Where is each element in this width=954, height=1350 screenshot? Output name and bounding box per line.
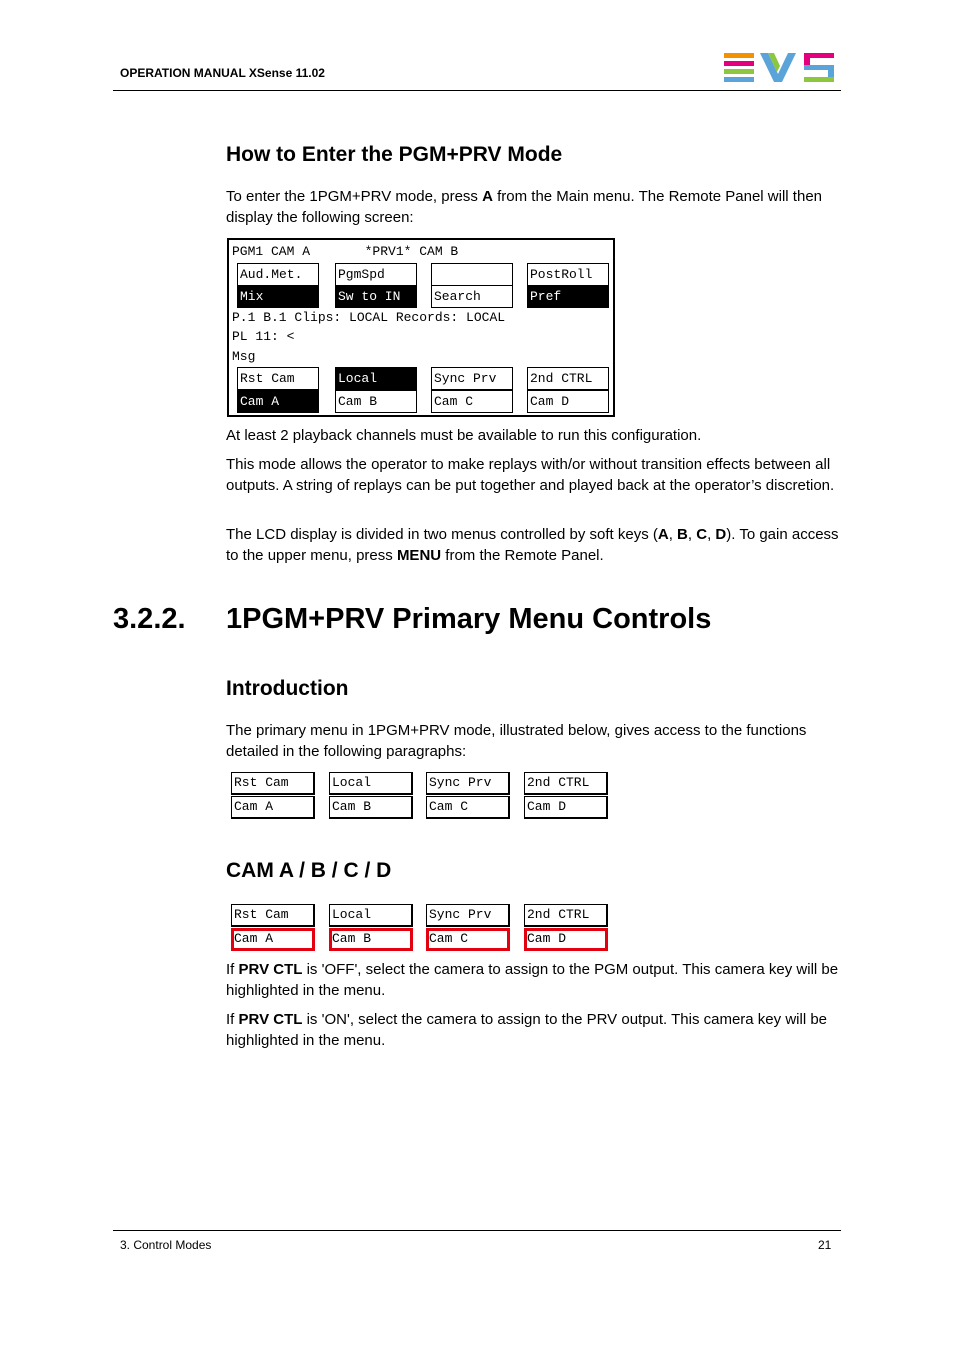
section-title: 1PGM+PRV Primary Menu Controls [226,603,712,635]
lcd-key-aud-met: Aud.Met. [237,263,319,286]
lcd-key-search: Search [431,285,513,308]
cam-key-2nd-ctrl: 2nd CTRL [524,904,608,927]
header-rule [113,90,841,91]
lcd-key-2nd-ctrl: 2nd CTRL [527,367,609,390]
lcd-key-sync-prv: Sync Prv [431,367,513,390]
cam-key-rst-cam: Rst Cam [231,904,315,927]
lcd-key-pref: Pref [527,285,609,308]
menu-key-2nd-ctrl: 2nd CTRL [524,772,608,795]
lcd-key-cam-c: Cam C [431,390,513,413]
menu-key-sync-prv: Sync Prv [426,772,510,795]
lcd-status-line: PGM1 CAM A *PRV1* CAM B [232,244,459,259]
lcd-display [227,238,615,417]
paragraph-mode-description: This mode allows the operator to make replays with/or without transition effects between all outputs. A string of replays can be put together and played back at the operator’s discretion. [226,456,835,494]
menu-key-local: Local [329,772,413,795]
header-title: OPERATION MANUAL XSense 11.02 [120,66,325,80]
paragraph-prv-ctl-off: If PRV CTL is 'OFF', select the camera to assign to the PGM output. This camera key will be highlighted in the menu. [226,961,839,999]
cam-key-cam-a-highlighted: Cam A [231,928,315,951]
lcd-key-pgmspd: PgmSpd [335,263,417,286]
lcd-key-local: Local [335,367,417,390]
paragraph-soft-keys: The LCD display is divided in two menus controlled by soft keys (A, B, C, D). To gain access to the upper menu, press MENU from the Remote Panel. [226,526,839,564]
menu-key-cam-d: Cam D [524,796,608,819]
lcd-key-cam-d: Cam D [527,390,609,413]
menu-key-rst-cam: Rst Cam [231,772,315,795]
menu-key-cam-b: Cam B [329,796,413,819]
menu-key-cam-a: Cam A [231,796,315,819]
lcd-key-postroll: PostRoll [527,263,609,286]
lcd-key-cam-b: Cam B [335,390,417,413]
lcd-key-empty [431,263,513,286]
lcd-key-sw-to-in: Sw to IN [335,285,417,308]
section-heading-enter-mode: How to Enter the PGM+PRV Mode [226,143,563,166]
lcd-key-cam-a: Cam A [237,390,319,413]
lcd-pl-line: PL 11: < [232,329,295,344]
paragraph-prv-ctl-on: If PRV CTL is 'ON', select the camera to assign to the PRV output. This camera key will be highlighted in the menu. [226,1011,827,1049]
cam-key-cam-d-highlighted: Cam D [524,928,608,951]
cam-key-sync-prv: Sync Prv [426,904,510,927]
footer-page-number: 21 [818,1238,832,1252]
paragraph-playback-channels: At least 2 playback channels must be available to run this configuration. [226,427,702,444]
section-number: 3.2.2. [113,603,186,635]
footer-chapter: 3. Control Modes [120,1238,212,1252]
intro-paragraph: To enter the 1PGM+PRV mode, press A from the Main menu. The Remote Panel will then display the following screen: [226,188,823,226]
evs-logo [724,52,836,82]
cam-heading: CAM A / B / C / D [226,859,392,882]
cam-key-cam-c-highlighted: Cam C [426,928,510,951]
lcd-key-mix: Mix [237,285,319,308]
menu-key-cam-c: Cam C [426,796,510,819]
footer-rule [113,1230,841,1231]
introduction-heading: Introduction [226,677,349,700]
cam-key-cam-b-highlighted: Cam B [329,928,413,951]
lcd-clips-line: P.1 B.1 Clips: LOCAL Records: LOCAL [232,310,506,325]
lcd-key-rst-cam: Rst Cam [237,367,319,390]
cam-key-local: Local [329,904,413,927]
lcd-msg-line: Msg [232,349,256,364]
introduction-paragraph: The primary menu in 1PGM+PRV mode, illustrated below, gives access to the functions detailed in the following paragraphs: [226,722,807,760]
